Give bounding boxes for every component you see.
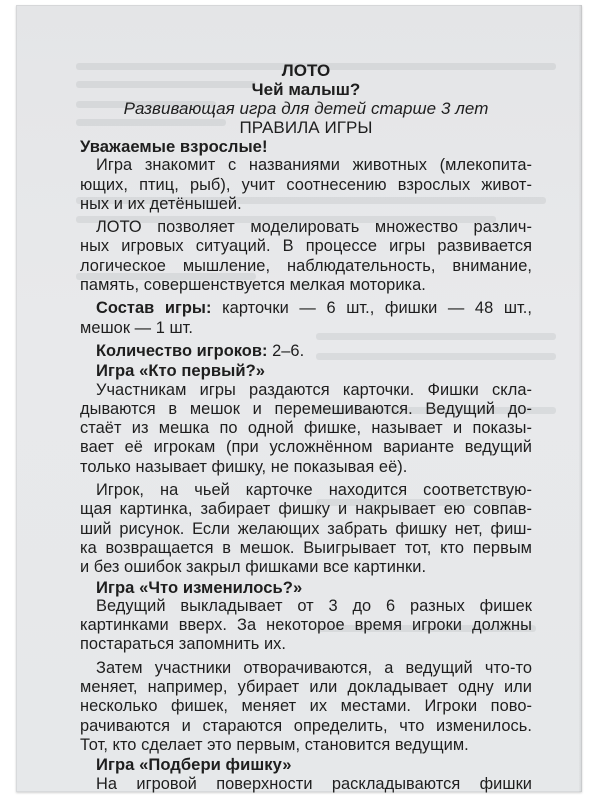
game3-paragraph-1 (80, 775, 532, 794)
game-heading-what-changed: Игра «Что изменилось?» (96, 577, 303, 597)
players-label: Количество игроков: (96, 341, 268, 360)
game-heading-pick-chip: Игра «Подбери фишку» (96, 755, 292, 775)
game1-paragraph-2 (80, 481, 532, 577)
rules-heading: ПРАВИЛА ИГРЫ (239, 118, 373, 137)
text-line: ных игровых ситуаций. В процессе игры развивается (80, 237, 532, 256)
text-line: несколько фишек, меняет их местами. Игроки пово- (80, 697, 532, 716)
text-line: картинками вверх. За некоторое время игроки должны (80, 616, 532, 635)
game-name: Чей малыш? (251, 79, 361, 99)
game2-paragraph-2 (80, 659, 532, 755)
players-value: 2–6. (267, 341, 305, 360)
text-line: память, совершенствуется мелкая моторика. (80, 276, 426, 295)
text-line: только называет фишку, не показывая её). (80, 457, 408, 476)
text-line: ший рисунок. Если желающих забрать фишку нет, фиш- (80, 519, 532, 538)
text-line: логическое мышление, наблюдательность, внимание, (80, 256, 532, 275)
doc-subtitle: Развивающая игра для детей старше 3 лет (123, 99, 489, 118)
doc-title: ЛОТО (281, 61, 331, 80)
text-line: рачиваются и стараются определить, что изменилось. (80, 716, 532, 735)
text-line: ющих, птиц, рыб), учит соотнесению взрослых живот- (80, 175, 532, 194)
text-line (80, 299, 532, 318)
text-line: Тот, кто сделает это первым, становится ведущим. (80, 735, 469, 754)
text-line: На игровой поверхности раскладываются фишки (96, 774, 532, 793)
text-line: дываются в мешок и перемешиваются. Ведущий до- (80, 399, 532, 418)
text-line: щая картинка, забирает фишку и накрывает ею совпав- (80, 500, 532, 519)
text-line: Игра знакомит с названиями животных (млекопита- (96, 156, 532, 175)
greeting-heading: Уважаемые взрослые! (80, 137, 268, 156)
text-line: Игрок, на чьей карточке находится соответствую- (96, 481, 532, 500)
contents-value: карточки — 6 шт., фишки — 48 шт., (211, 299, 532, 318)
intro-paragraph-2 (80, 218, 532, 295)
text-line: вает её игрокам (при усложнённом варианте ведущий (80, 438, 532, 457)
text-line: мешок — 1 шт. (80, 318, 194, 337)
text-line: Затем участники отворачиваются, а ведущий что-то (96, 658, 532, 677)
contents-label: Состав игры: (96, 299, 212, 318)
text-line: ных и их детёнышей. (80, 194, 242, 213)
contents-paragraph (80, 299, 532, 338)
game2-paragraph-1 (80, 597, 532, 655)
game1-paragraph-1 (80, 381, 532, 477)
text-line: и без ошибок закрыл фишками все картинки. (80, 558, 427, 577)
paper-sheet (16, 5, 582, 792)
players-paragraph (80, 342, 532, 361)
text-line: стаёт из мешка по одной фишке, называет и показы- (80, 419, 532, 438)
text-line: Ведущий выкладывает от 3 до 6 разных фишек (96, 596, 532, 615)
intro-paragraph-1 (80, 156, 532, 214)
text-line: постараться запомнить их. (80, 635, 287, 654)
text-line: ка возвращается в мешок. Выигрывает тот, кто первым (80, 538, 532, 557)
document-body (80, 62, 532, 794)
game-heading-who-first: Игра «Кто первый?» (96, 361, 266, 381)
text-line: Участникам игры раздаются карточки. Фишки скла- (96, 380, 532, 399)
text-line (80, 342, 532, 361)
text-line: ЛОТО позволяет моделировать множество различ- (96, 218, 532, 237)
text-line: меняет, например, убирает или докладывает одну или (80, 678, 532, 697)
